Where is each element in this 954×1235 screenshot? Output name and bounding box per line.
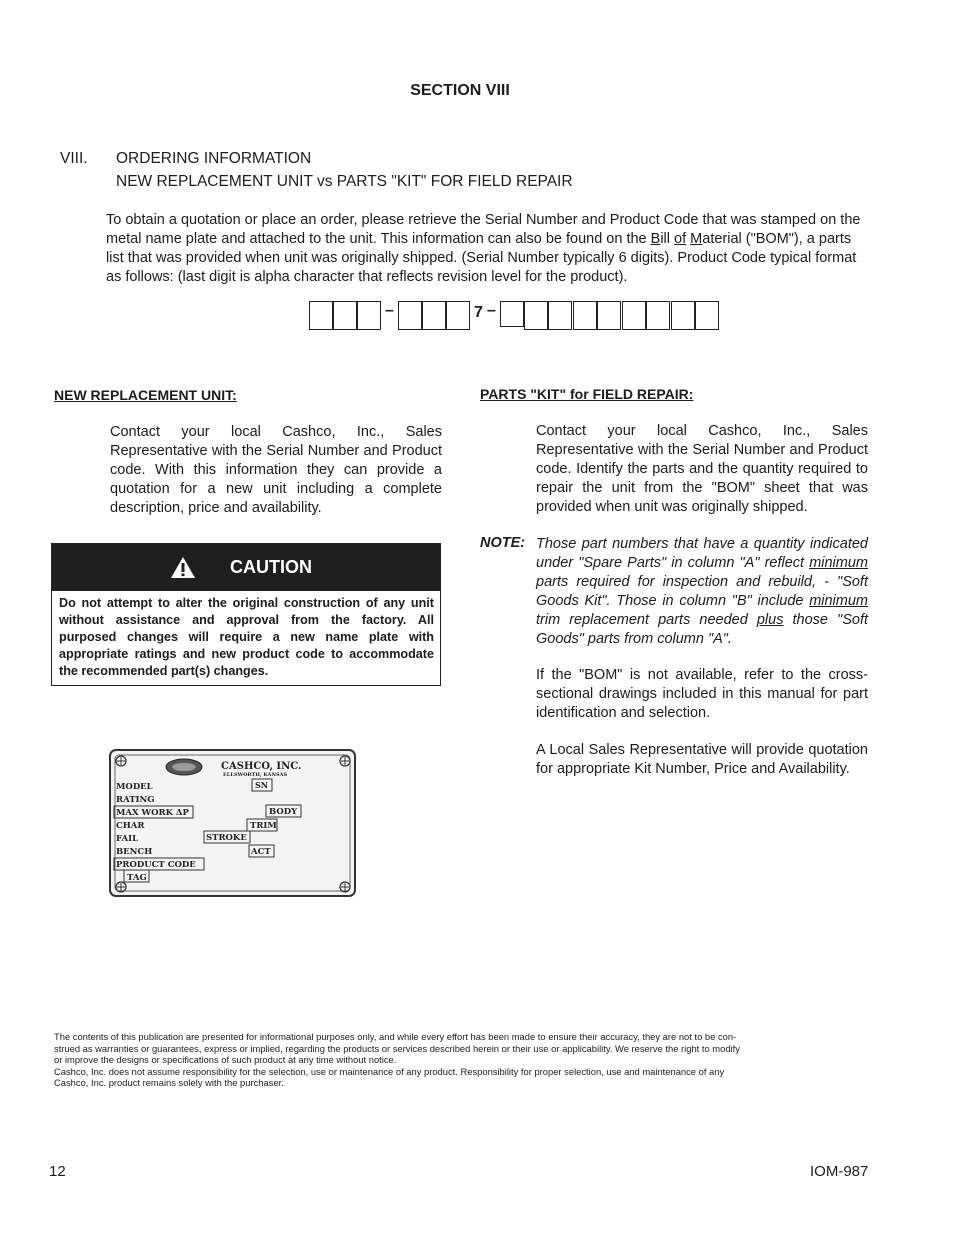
code-box [333,301,357,330]
disclaimer [54,1031,864,1089]
code-box [422,301,446,330]
screw-hole-icon [116,756,126,766]
parts-kit-body: Contact your local Cashco, Inc., Sales Representative with the Serial Number and Product code. Identify the parts and the quantity required to repair the unit from the "BOM" sheet that was provided when unit was originally shipped. [536,423,868,515]
intro-bill-rest: ill [660,231,675,247]
new-unit-body: Contact your local Cashco, Inc., Sales Representative with the Serial Number and Product code. With this information they can provide a quotation for a new unit including a complete description, price and availability. [110,424,442,516]
nameplate-trim: TRIM [250,821,277,831]
screw-hole-icon [116,882,126,892]
disclaimer-line: or improve the designs or specifications of such product at any time without notice. [54,1054,397,1065]
code-box [357,301,381,330]
nameplate-sn: SN [255,780,269,790]
section-title: SECTION VIII [410,82,510,99]
note-plus: plus [756,612,784,628]
code-box [446,301,470,330]
nameplate-char: CHAR [116,821,145,831]
cashco-logo-icon [166,759,202,775]
note-label: NOTE: [480,535,526,551]
code-box [695,301,719,330]
nameplate-body: BODY [269,807,298,817]
disclaimer-line: strued as warranties or guarantees, express or implied, regarding the products or services described herein or their use or applicability. We reserve the right to modify [54,1042,740,1054]
intro-paragraph [106,211,868,287]
disclaimer-line: Cashco, Inc. product remains solely with the purchaser. [54,1077,284,1088]
note-text-1: Those part numbers that have a quantity indicated under "Spare Parts" in column "A" reflect [536,536,868,571]
caution-label: CAUTION [230,557,312,577]
code-box [671,301,695,330]
code-fixed-seven: 7 [474,304,483,321]
intro-text-1: To obtain a quotation or place an order, please retrieve the Serial Number and Product Code that was stamped on the metal name plate and attached to the unit. This information can also be found on the [106,212,861,247]
nameplate-fail: FAIL [116,834,139,844]
code-box [500,301,524,327]
caution-header [52,544,440,591]
page-number: 12 [49,1163,66,1180]
nameplate-product-code: PRODUCT CODE [116,860,196,870]
note-text-4: those "Soft Goods" parts from column "A". [536,612,868,647]
screw-hole-icon [340,882,350,892]
nameplate-max-work: MAX WORK ΔP [116,808,189,818]
code-dash: – [385,302,394,319]
nameplate-tag: TAG [127,873,147,883]
note-body [536,535,868,649]
intro-text-2: aterial ("BOM"), a parts list that was provided when unit was originally shipped. (Serial Number typically 6 digits). Product Code typical format as follows: (last digit is alpha character that reflects revision level for the product). [106,231,857,285]
note-minimum-2: minimum [809,593,868,609]
document-id: IOM-987 [810,1163,869,1180]
code-box [646,301,670,330]
disclaimer-line: The contents of this publication are presented for informational purposes only, and while every effort has been made to ensure their accuracy, they are not to be con- [54,1031,737,1042]
code-box [398,301,422,330]
code-box [548,301,572,330]
code-box [573,301,597,330]
bom-paragraph: If the "BOM" is not available, refer to the cross-sectional drawings included in this manual for part identification and selection. [536,667,868,721]
nameplate-bench: BENCH [116,847,153,857]
caution-text: Do not attempt to alter the original construction of any unit without assistance and approval from the factory. All purposed changes will require a new name plate with appropriate ratings and new product code to accommodate the recommended part(s) changes. [59,596,434,678]
caution-box [51,543,441,686]
nameplate-company: CASHCO, INC. [221,761,302,772]
section-number: VIII. [60,150,88,167]
disclaimer-line: Cashco, Inc. does not assume responsibility for the selection, use or maintenance of any product. Responsibility for proper selection, use and maintenance of any [54,1065,725,1077]
intro-bill-letter: B [650,231,661,247]
nameplate-location: ELLSWORTH, KANSAS [223,772,288,778]
new-unit-heading: NEW REPLACEMENT UNIT: [54,387,237,403]
nameplate-model: MODEL [116,782,153,792]
screw-hole-icon [340,756,350,766]
code-box [622,301,646,330]
note-text-2: parts required for inspection and rebuild, - "Soft Goods Kit". Those in column "B" include [536,574,868,609]
code-box [597,301,621,330]
nameplate-illustration [108,748,358,905]
nameplate-rating: RATING [116,795,155,805]
intro-of-word: of [674,231,687,247]
heading-subtitle: NEW REPLACEMENT UNIT vs PARTS "KIT" FOR FIELD REPAIR [116,173,573,190]
intro-material-letter: M [690,231,703,247]
warning-triangle-icon [170,556,196,584]
sales-rep-paragraph: A Local Sales Representative will provide quotation for appropriate Kit Number, Price and Availability. [536,742,868,777]
parts-kit-heading: PARTS "KIT" for FIELD REPAIR: [480,386,694,402]
nameplate-stroke: STROKE [206,833,247,843]
code-box [524,301,548,330]
heading-ordering-information: ORDERING INFORMATION [116,150,312,167]
nameplate-act: ACT [251,847,271,857]
note-text-3: trim replacement parts needed [536,612,757,628]
code-dash: – [487,302,496,319]
code-box [309,301,333,330]
note-minimum-1: minimum [809,555,868,571]
